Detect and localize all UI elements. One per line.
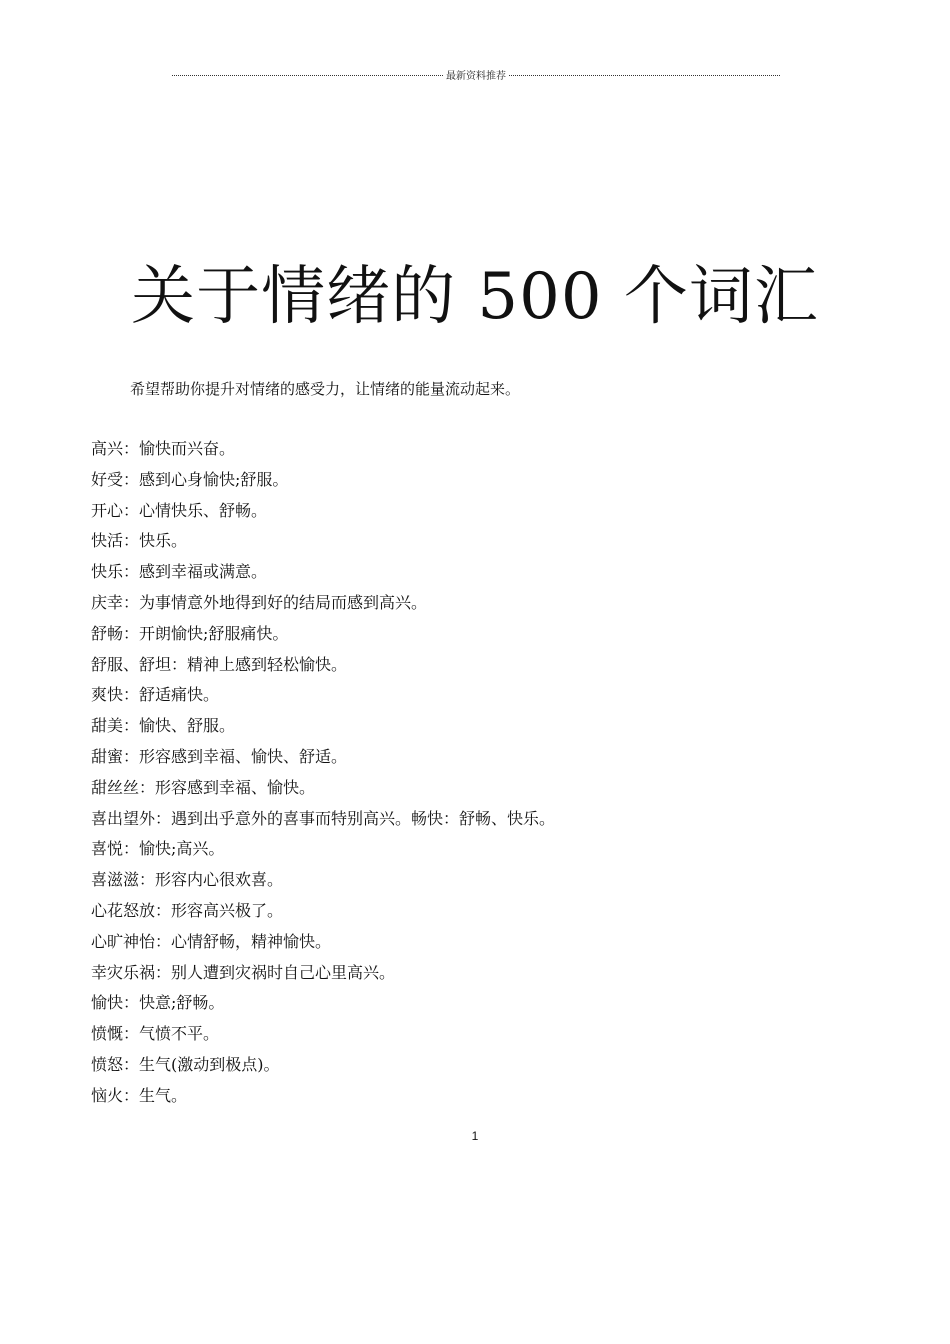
vocabulary-entry: 舒服、舒坦：精神上感到轻松愉快。 [91,654,348,674]
vocabulary-entry: 愤怒：生气(激动到极点)。 [91,1054,280,1074]
vocabulary-entry: 幸灾乐祸：别人遭到灾祸时自己心里高兴。 [91,962,396,982]
vocabulary-entry: 庆幸：为事情意外地得到好的结局而感到高兴。 [91,592,428,612]
header-dotted-rule-right [509,75,780,76]
vocabulary-entry: 高兴：愉快而兴奋。 [91,439,236,458]
vocabulary-entry: 开心：心情快乐、舒畅。 [91,500,268,520]
vocabulary-entry: 恼火：生气。 [91,1085,188,1105]
vocabulary-entry: 爽快：舒适痛快。 [91,685,220,705]
vocabulary-entry: 快乐：感到幸福或满意。 [91,562,268,582]
vocabulary-entry: 愉快：快意;舒畅。 [91,993,225,1013]
page-number: 1 [471,1129,479,1143]
page-header [172,66,780,82]
vocabulary-entry: 心旷神怡：心情舒畅，精神愉快。 [91,931,332,951]
vocabulary-entry: 心花怒放：形容高兴极了。 [91,900,284,920]
vocabulary-entry: 好受：感到心身愉快;舒服。 [91,469,289,489]
vocabulary-entry: 甜丝丝：形容感到幸福、愉快。 [91,777,316,797]
vocabulary-entry: 喜悦：愉快;高兴。 [91,839,225,859]
vocabulary-list [91,434,891,1112]
document-title: 关于情绪的 500 个词汇 [131,260,819,334]
vocabulary-entry: 喜滋滋：形容内心很欢喜。 [91,870,284,890]
vocabulary-entry: 甜美：愉快、舒服。 [91,716,236,736]
vocabulary-entry: 快活：快乐。 [91,531,188,551]
header-text: 最新资料推荐 [446,70,506,82]
header-dotted-rule-left [172,75,443,76]
document-subtitle: 希望帮助你提升对情绪的感受力，让情绪的能量流动起来。 [130,380,521,398]
vocabulary-entry: 舒畅：开朗愉快;舒服痛快。 [91,623,289,643]
vocabulary-entry: 喜出望外：遇到出乎意外的喜事而特别高兴。畅快：舒畅、快乐。 [91,808,556,828]
vocabulary-entry: 甜蜜：形容感到幸福、愉快、舒适。 [91,746,348,766]
vocabulary-entry: 愤慨：气愤不平。 [91,1024,220,1044]
